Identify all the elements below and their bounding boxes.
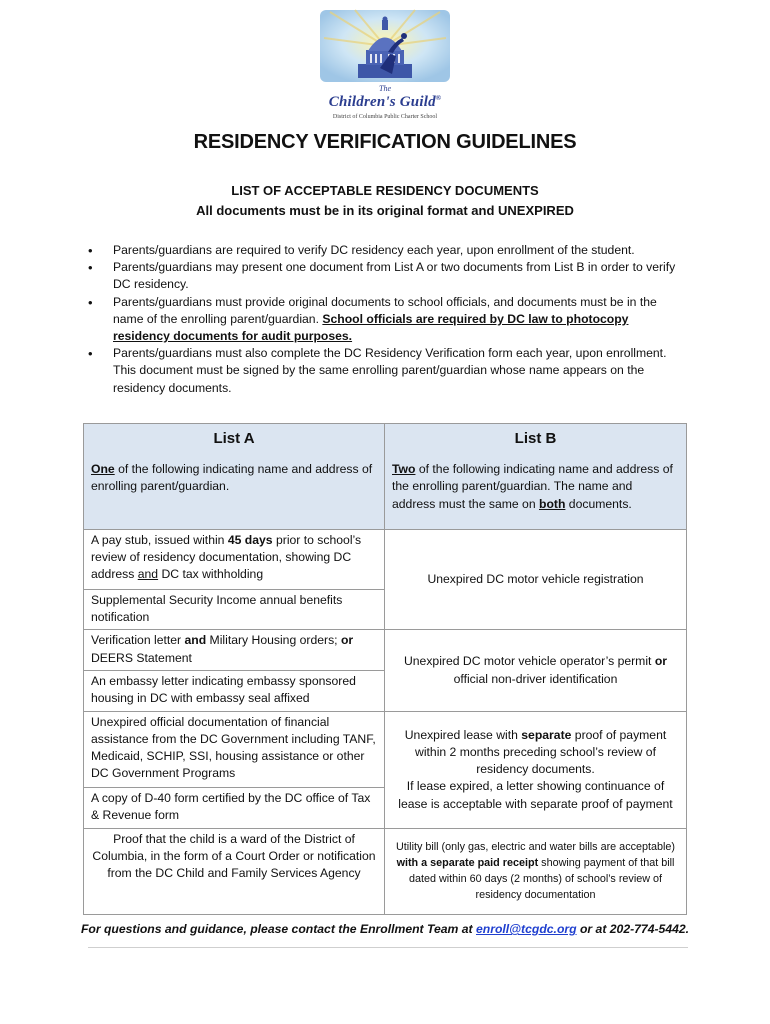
logo-the: The bbox=[379, 84, 391, 93]
page-title: RESIDENCY VERIFICATION GUIDELINES bbox=[193, 131, 577, 153]
list-a-item-ssi: Supplemental Security Income annual benefits notification bbox=[84, 590, 385, 630]
list-a-item-financial-assistance: Unexpired official documentation of financial assistance from the DC Government including TANF, Medicaid, SCHIP, SSI, housing assistance or other DC Government Programs bbox=[84, 711, 385, 787]
list-b-item-operator-permit: Unexpired DC motor vehicle operator’s permit or official non-driver identification bbox=[385, 630, 687, 711]
email-link[interactable]: enroll@tcgdc.org bbox=[475, 922, 577, 936]
documents-subtitle: LIST OF ACCEPTABLE RESIDENCY DOCUMENTS bbox=[231, 183, 539, 198]
list-item: • Parents/guardians are required to verify DC residency each year, upon enrollment of the student. bbox=[88, 242, 688, 259]
list-a-item-embassy: An embassy letter indicating embassy sponsored housing in DC with embassy seal affixed bbox=[84, 670, 385, 711]
list-item: • Parents/guardians must provide original documents to school officials, and documents must be in the name of the enrolling parent/guardian. School officials are required by DC law to photocopy residency documents for audit purposes. bbox=[88, 294, 688, 346]
list-b-item-lease: Unexpired lease with separate proof of payment within 2 months preceding school’s review of residency documents. If lease expired, a letter showing continuance of lease is acceptable with separate proof of payment bbox=[385, 711, 687, 828]
list-item: • Parents/guardians must also complete the DC Residency Verification form each year, upon enrollment. This document must be signed by the same enrolling parent/guardian whose name appears on the residency documents. bbox=[88, 345, 688, 397]
logo-subtitle: District of Columbia Public Charter School bbox=[332, 114, 438, 120]
list-b-item-utility-bill: Utility bill (only gas, electric and water bills are acceptable) with a separate paid receipt showing payment of that bill dated within 60 days (2 months) of school’s review of residency documentation bbox=[385, 828, 687, 914]
contact-footer: For questions and guidance, please contact the Enrollment Team at enroll@tcgdc.org or at 202-774-5442. bbox=[80, 922, 690, 936]
list-a-item-d40: A copy of D-40 form certified by the DC office of Tax & Revenue form bbox=[84, 787, 385, 828]
list-a-item-military: Verification letter and Military Housing orders; or DEERS Statement bbox=[84, 630, 385, 670]
list-a-item-pay-stub: A pay stub, issued within 45 days prior to school’s review of residency documentation, showing DC address and DC tax withholding bbox=[84, 530, 385, 590]
logo-name: Children's Guild® bbox=[328, 94, 442, 110]
list-a-heading: List A bbox=[213, 430, 255, 447]
documents-table bbox=[83, 423, 687, 915]
divider bbox=[88, 947, 688, 948]
list-b-description: Two of the following indicating name and address of the enrolling parent/guardian. The name and address must the same on both documents. bbox=[392, 462, 673, 511]
school-logo bbox=[310, 8, 460, 128]
list-b-header bbox=[385, 424, 687, 530]
list-a-item-ward: Proof that the child is a ward of the District of Columbia, in the form of a Court Order or notification from the DC Child and Family Services Agency bbox=[84, 828, 385, 914]
list-b-heading: List B bbox=[514, 430, 557, 447]
guidelines-list bbox=[88, 242, 688, 397]
list-item: • Parents/guardians may present one document from List A or two documents from List B in order to verify DC residency. bbox=[88, 259, 688, 293]
list-b-item-vehicle-registration: Unexpired DC motor vehicle registration bbox=[385, 530, 687, 630]
list-a-description: One of the following indicating name and address of enrolling parent/guardian. bbox=[91, 462, 373, 494]
list-a-header bbox=[84, 424, 385, 530]
format-subtitle: All documents must be in its original format and UNEXPIRED bbox=[196, 203, 574, 218]
